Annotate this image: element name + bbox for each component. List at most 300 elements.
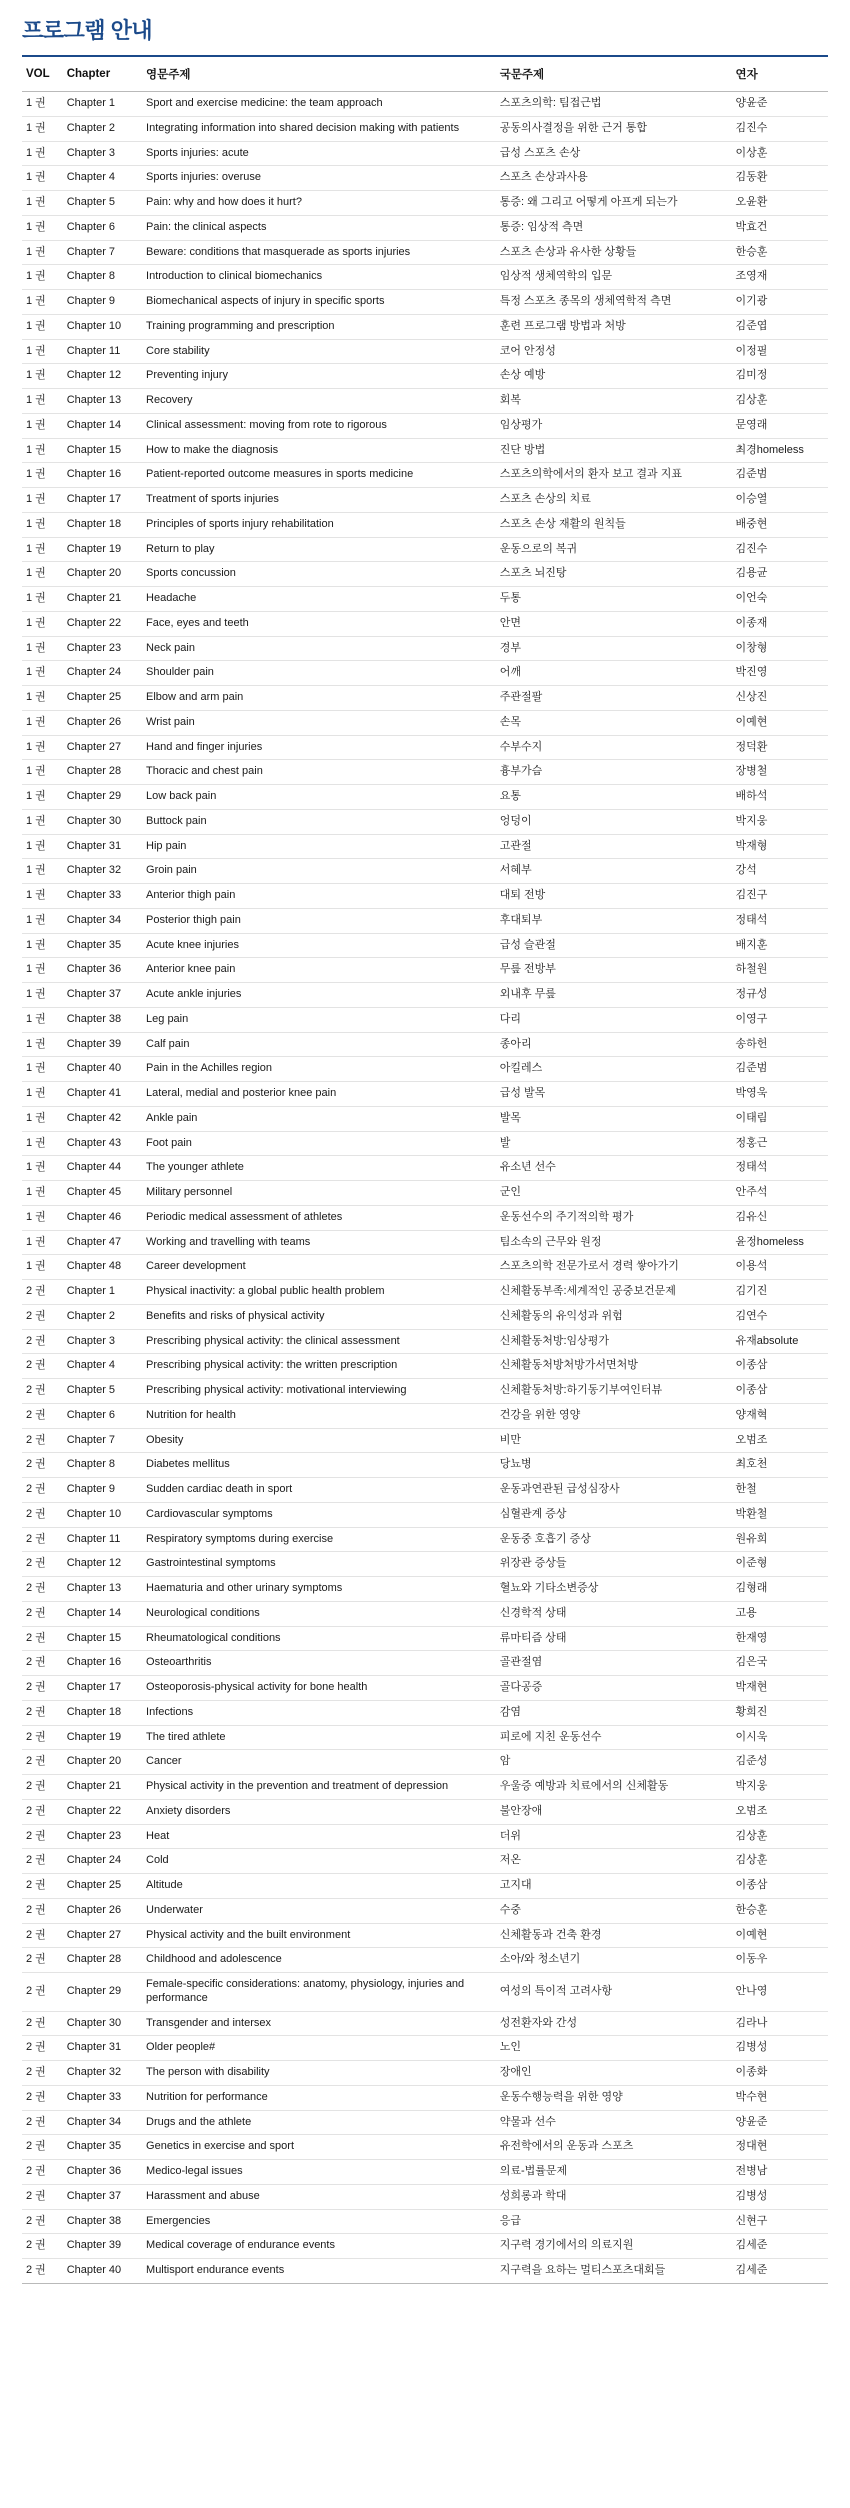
table-row	[22, 1230, 828, 1255]
cell-speaker: 이창형	[732, 636, 828, 661]
cell-vol: 1 권	[22, 512, 63, 537]
cell-korean-topic: 위장관 증상들	[496, 1552, 732, 1577]
cell-english-topic: Posterior thigh pain	[142, 908, 496, 933]
cell-vol: 2 권	[22, 1304, 63, 1329]
cell-speaker: 김준범	[732, 463, 828, 488]
table-row	[22, 1700, 828, 1725]
cell-chapter: Chapter 30	[63, 809, 142, 834]
table-row	[22, 488, 828, 513]
table-row	[22, 1552, 828, 1577]
cell-chapter: Chapter 5	[63, 1379, 142, 1404]
cell-vol: 2 권	[22, 2110, 63, 2135]
cell-chapter: Chapter 31	[63, 834, 142, 859]
cell-speaker: 김기진	[732, 1280, 828, 1305]
cell-chapter: Chapter 28	[63, 760, 142, 785]
cell-vol: 1 권	[22, 636, 63, 661]
cell-speaker: 오윤환	[732, 191, 828, 216]
table-row	[22, 1205, 828, 1230]
cell-chapter: Chapter 45	[63, 1181, 142, 1206]
cell-vol: 1 권	[22, 314, 63, 339]
table-row	[22, 1577, 828, 1602]
table-row	[22, 1304, 828, 1329]
cell-english-topic: Thoracic and chest pain	[142, 760, 496, 785]
table-row	[22, 512, 828, 537]
cell-vol: 2 권	[22, 1527, 63, 1552]
cell-speaker: 김세준	[732, 2259, 828, 2284]
cell-korean-topic: 스포츠의학에서의 환자 보고 결과 지표	[496, 463, 732, 488]
cell-vol: 2 권	[22, 1379, 63, 1404]
cell-english-topic: Multisport endurance events	[142, 2259, 496, 2284]
table-row	[22, 1948, 828, 1973]
table-row	[22, 1403, 828, 1428]
cell-chapter: Chapter 46	[63, 1205, 142, 1230]
cell-english-topic: Low back pain	[142, 785, 496, 810]
cell-speaker: 김준범	[732, 1057, 828, 1082]
cell-english-topic: Preventing injury	[142, 364, 496, 389]
table-row	[22, 1874, 828, 1899]
table-row	[22, 265, 828, 290]
cell-vol: 1 권	[22, 710, 63, 735]
cell-chapter: Chapter 8	[63, 1453, 142, 1478]
cell-korean-topic: 급성 스포츠 손상	[496, 141, 732, 166]
cell-korean-topic: 후대퇴부	[496, 908, 732, 933]
cell-korean-topic: 운동수행능력을 위한 영양	[496, 2085, 732, 2110]
table-row	[22, 1502, 828, 1527]
cell-speaker: 한철	[732, 1478, 828, 1503]
cell-english-topic: Introduction to clinical biomechanics	[142, 265, 496, 290]
table-row	[22, 958, 828, 983]
cell-speaker: 오범조	[732, 1428, 828, 1453]
cell-english-topic: Neck pain	[142, 636, 496, 661]
cell-english-topic: Calf pain	[142, 1032, 496, 1057]
cell-speaker: 김준성	[732, 1750, 828, 1775]
cell-vol: 1 권	[22, 958, 63, 983]
cell-korean-topic: 성희롱과 학대	[496, 2184, 732, 2209]
cell-chapter: Chapter 1	[63, 92, 142, 117]
cell-korean-topic: 신체활동의 유익성과 위험	[496, 1304, 732, 1329]
cell-vol: 2 권	[22, 1280, 63, 1305]
cell-english-topic: Sports concussion	[142, 562, 496, 587]
table-row	[22, 1626, 828, 1651]
cell-english-topic: Respiratory symptoms during exercise	[142, 1527, 496, 1552]
cell-english-topic: Hip pain	[142, 834, 496, 859]
table-row	[22, 686, 828, 711]
cell-chapter: Chapter 17	[63, 488, 142, 513]
cell-vol: 2 권	[22, 1502, 63, 1527]
cell-chapter: Chapter 24	[63, 661, 142, 686]
cell-korean-topic: 두통	[496, 587, 732, 612]
cell-korean-topic: 약물과 선수	[496, 2110, 732, 2135]
cell-speaker: 김상훈	[732, 1849, 828, 1874]
cell-chapter: Chapter 41	[63, 1082, 142, 1107]
cell-english-topic: Acute knee injuries	[142, 933, 496, 958]
cell-korean-topic: 신경학적 상태	[496, 1601, 732, 1626]
cell-korean-topic: 팀소속의 근무와 원정	[496, 1230, 732, 1255]
cell-korean-topic: 운동과연관된 급성심장사	[496, 1478, 732, 1503]
cell-korean-topic: 고관절	[496, 834, 732, 859]
cell-speaker: 박영욱	[732, 1082, 828, 1107]
cell-vol: 2 권	[22, 2184, 63, 2209]
cell-korean-topic: 무릎 전방부	[496, 958, 732, 983]
cell-korean-topic: 소아/와 청소년기	[496, 1948, 732, 1973]
cell-speaker: 최경homeless	[732, 438, 828, 463]
cell-vol: 2 권	[22, 2135, 63, 2160]
cell-speaker: 정대현	[732, 2135, 828, 2160]
cell-vol: 1 권	[22, 265, 63, 290]
cell-korean-topic: 심혈관계 증상	[496, 1502, 732, 1527]
column-header-vol: VOL	[22, 57, 63, 92]
table-row	[22, 141, 828, 166]
cell-speaker: 박수현	[732, 2085, 828, 2110]
cell-vol: 2 권	[22, 1428, 63, 1453]
cell-korean-topic: 스포츠 손상 재활의 원칙들	[496, 512, 732, 537]
cell-vol: 1 권	[22, 141, 63, 166]
cell-chapter: Chapter 19	[63, 1725, 142, 1750]
cell-speaker: 박효건	[732, 215, 828, 240]
cell-speaker: 김세준	[732, 2234, 828, 2259]
page-title: 프로그램 안내	[22, 18, 153, 43]
cell-vol: 1 권	[22, 809, 63, 834]
cell-vol: 2 권	[22, 2085, 63, 2110]
cell-chapter: Chapter 23	[63, 1824, 142, 1849]
cell-english-topic: Physical inactivity: a global public health problem	[142, 1280, 496, 1305]
cell-korean-topic: 특정 스포츠 종목의 생체역학적 측면	[496, 290, 732, 315]
cell-chapter: Chapter 18	[63, 1700, 142, 1725]
table-row	[22, 1379, 828, 1404]
cell-vol: 2 권	[22, 2036, 63, 2061]
cell-korean-topic: 흉부가슴	[496, 760, 732, 785]
table-row	[22, 710, 828, 735]
cell-vol: 2 권	[22, 1898, 63, 1923]
table-body	[22, 92, 828, 2284]
cell-korean-topic: 임상적 생체역학의 입문	[496, 265, 732, 290]
cell-korean-topic: 스포츠 뇌진탕	[496, 562, 732, 587]
cell-english-topic: Medico-legal issues	[142, 2160, 496, 2185]
cell-vol: 1 권	[22, 884, 63, 909]
cell-speaker: 이준형	[732, 1552, 828, 1577]
cell-chapter: Chapter 33	[63, 884, 142, 909]
cell-chapter: Chapter 15	[63, 438, 142, 463]
cell-korean-topic: 서혜부	[496, 859, 732, 884]
table-row	[22, 2011, 828, 2036]
cell-chapter: Chapter 39	[63, 2234, 142, 2259]
cell-chapter: Chapter 42	[63, 1106, 142, 1131]
cell-chapter: Chapter 21	[63, 587, 142, 612]
table-row	[22, 1057, 828, 1082]
cell-chapter: Chapter 27	[63, 735, 142, 760]
cell-english-topic: Biomechanical aspects of injury in specific sports	[142, 290, 496, 315]
table-row	[22, 1601, 828, 1626]
cell-speaker: 김병성	[732, 2184, 828, 2209]
cell-english-topic: Cardiovascular symptoms	[142, 1502, 496, 1527]
cell-english-topic: Genetics in exercise and sport	[142, 2135, 496, 2160]
cell-korean-topic: 당뇨병	[496, 1453, 732, 1478]
cell-chapter: Chapter 14	[63, 1601, 142, 1626]
cell-korean-topic: 외내후 무릎	[496, 983, 732, 1008]
cell-korean-topic: 발목	[496, 1106, 732, 1131]
cell-chapter: Chapter 1	[63, 1280, 142, 1305]
cell-korean-topic: 저온	[496, 1849, 732, 1874]
table-row	[22, 1898, 828, 1923]
cell-korean-topic: 지구력 경기에서의 의료지원	[496, 2234, 732, 2259]
cell-chapter: Chapter 16	[63, 1651, 142, 1676]
cell-korean-topic: 유소년 선수	[496, 1156, 732, 1181]
cell-speaker: 조영재	[732, 265, 828, 290]
cell-english-topic: Recovery	[142, 389, 496, 414]
cell-english-topic: Ankle pain	[142, 1106, 496, 1131]
table-row	[22, 389, 828, 414]
cell-english-topic: Heat	[142, 1824, 496, 1849]
cell-speaker: 김형래	[732, 1577, 828, 1602]
cell-korean-topic: 골관절염	[496, 1651, 732, 1676]
cell-chapter: Chapter 8	[63, 265, 142, 290]
table-row	[22, 884, 828, 909]
table-row	[22, 1007, 828, 1032]
table-row	[22, 611, 828, 636]
cell-korean-topic: 급성 발목	[496, 1082, 732, 1107]
cell-vol: 1 권	[22, 1032, 63, 1057]
cell-speaker: 정규성	[732, 983, 828, 1008]
cell-speaker: 김연수	[732, 1304, 828, 1329]
cell-english-topic: Career development	[142, 1255, 496, 1280]
cell-korean-topic: 스포츠의학 전문가로서 경력 쌓아가기	[496, 1255, 732, 1280]
table-row	[22, 2036, 828, 2061]
cell-vol: 2 권	[22, 1453, 63, 1478]
cell-vol: 1 권	[22, 1255, 63, 1280]
cell-speaker: 이종삼	[732, 1379, 828, 1404]
cell-korean-topic: 다리	[496, 1007, 732, 1032]
cell-korean-topic: 감염	[496, 1700, 732, 1725]
cell-english-topic: Nutrition for performance	[142, 2085, 496, 2110]
cell-korean-topic: 통증: 임상적 측면	[496, 215, 732, 240]
cell-speaker: 안주석	[732, 1181, 828, 1206]
cell-english-topic: Clinical assessment: moving from rote to rigorous	[142, 413, 496, 438]
cell-vol: 1 권	[22, 562, 63, 587]
cell-speaker: 하철원	[732, 958, 828, 983]
table-row	[22, 562, 828, 587]
table-row	[22, 1923, 828, 1948]
cell-speaker: 김병성	[732, 2036, 828, 2061]
cell-vol: 2 권	[22, 2259, 63, 2284]
cell-speaker: 이언숙	[732, 587, 828, 612]
cell-vol: 1 권	[22, 413, 63, 438]
cell-chapter: Chapter 25	[63, 1874, 142, 1899]
cell-english-topic: Military personnel	[142, 1181, 496, 1206]
cell-vol: 1 권	[22, 1057, 63, 1082]
cell-english-topic: Integrating information into shared decision making with patients	[142, 116, 496, 141]
cell-speaker: 전병남	[732, 2160, 828, 2185]
cell-korean-topic: 수중	[496, 1898, 732, 1923]
cell-chapter: Chapter 33	[63, 2085, 142, 2110]
cell-chapter: Chapter 9	[63, 290, 142, 315]
cell-speaker: 박지웅	[732, 1775, 828, 1800]
cell-chapter: Chapter 29	[63, 785, 142, 810]
cell-vol: 1 권	[22, 1156, 63, 1181]
cell-korean-topic: 아킬레스	[496, 1057, 732, 1082]
cell-english-topic: Prescribing physical activity: the clinical assessment	[142, 1329, 496, 1354]
cell-vol: 1 권	[22, 983, 63, 1008]
cell-korean-topic: 운동중 호흡기 증상	[496, 1527, 732, 1552]
cell-english-topic: Obesity	[142, 1428, 496, 1453]
cell-chapter: Chapter 34	[63, 908, 142, 933]
cell-chapter: Chapter 2	[63, 116, 142, 141]
cell-korean-topic: 코어 안정성	[496, 339, 732, 364]
table-row	[22, 636, 828, 661]
cell-speaker: 양윤준	[732, 2110, 828, 2135]
cell-english-topic: Leg pain	[142, 1007, 496, 1032]
cell-chapter: Chapter 44	[63, 1156, 142, 1181]
cell-chapter: Chapter 23	[63, 636, 142, 661]
table-row	[22, 933, 828, 958]
cell-vol: 1 권	[22, 587, 63, 612]
cell-korean-topic: 요통	[496, 785, 732, 810]
cell-speaker: 송하헌	[732, 1032, 828, 1057]
cell-vol: 2 권	[22, 1948, 63, 1973]
cell-english-topic: Groin pain	[142, 859, 496, 884]
cell-speaker: 황희진	[732, 1700, 828, 1725]
cell-korean-topic: 유전학에서의 운동과 스포츠	[496, 2135, 732, 2160]
cell-korean-topic: 공동의사결정을 위한 근거 통합	[496, 116, 732, 141]
cell-english-topic: Harassment and abuse	[142, 2184, 496, 2209]
cell-chapter: Chapter 36	[63, 958, 142, 983]
cell-vol: 1 권	[22, 1131, 63, 1156]
cell-korean-topic: 엉덩이	[496, 809, 732, 834]
table-row	[22, 1973, 828, 2012]
cell-vol: 1 권	[22, 339, 63, 364]
cell-chapter: Chapter 37	[63, 983, 142, 1008]
cell-korean-topic: 암	[496, 1750, 732, 1775]
cell-speaker: 신상진	[732, 686, 828, 711]
table-row	[22, 1824, 828, 1849]
cell-vol: 1 권	[22, 1007, 63, 1032]
cell-speaker: 고용	[732, 1601, 828, 1626]
cell-speaker: 이정필	[732, 339, 828, 364]
cell-english-topic: Acute ankle injuries	[142, 983, 496, 1008]
cell-speaker: 윤정homeless	[732, 1230, 828, 1255]
cell-speaker: 배중현	[732, 512, 828, 537]
table-row	[22, 834, 828, 859]
cell-english-topic: Prescribing physical activity: motivational interviewing	[142, 1379, 496, 1404]
cell-english-topic: Underwater	[142, 1898, 496, 1923]
cell-korean-topic: 경부	[496, 636, 732, 661]
cell-vol: 1 권	[22, 611, 63, 636]
cell-english-topic: Female-specific considerations: anatomy, physiology, injuries and performance	[142, 1973, 496, 2012]
cell-english-topic: Shoulder pain	[142, 661, 496, 686]
cell-speaker: 문영래	[732, 413, 828, 438]
cell-korean-topic: 불안장애	[496, 1799, 732, 1824]
cell-chapter: Chapter 29	[63, 1973, 142, 2012]
cell-korean-topic: 혈뇨와 기타소변증상	[496, 1577, 732, 1602]
table-row	[22, 1849, 828, 1874]
cell-korean-topic: 발	[496, 1131, 732, 1156]
cell-english-topic: Sudden cardiac death in sport	[142, 1478, 496, 1503]
cell-vol: 2 권	[22, 1601, 63, 1626]
column-header-english-topic: 영문주제	[142, 57, 496, 92]
column-header-speaker: 연자	[732, 57, 828, 92]
cell-english-topic: Childhood and adolescence	[142, 1948, 496, 1973]
cell-chapter: Chapter 32	[63, 859, 142, 884]
table-row	[22, 413, 828, 438]
table-row	[22, 735, 828, 760]
cell-speaker: 김상훈	[732, 389, 828, 414]
cell-speaker: 정태석	[732, 1156, 828, 1181]
cell-speaker: 이기광	[732, 290, 828, 315]
table-row	[22, 1478, 828, 1503]
cell-vol: 2 권	[22, 1676, 63, 1701]
cell-english-topic: Osteoarthritis	[142, 1651, 496, 1676]
cell-speaker: 박환철	[732, 1502, 828, 1527]
table-header-row	[22, 57, 828, 92]
cell-english-topic: Neurological conditions	[142, 1601, 496, 1626]
table-row	[22, 339, 828, 364]
table-row	[22, 463, 828, 488]
cell-vol: 1 권	[22, 290, 63, 315]
cell-chapter: Chapter 21	[63, 1775, 142, 1800]
cell-speaker: 박지웅	[732, 809, 828, 834]
cell-vol: 1 권	[22, 438, 63, 463]
cell-speaker: 정태석	[732, 908, 828, 933]
cell-korean-topic: 노인	[496, 2036, 732, 2061]
cell-chapter: Chapter 3	[63, 141, 142, 166]
cell-korean-topic: 어깨	[496, 661, 732, 686]
cell-chapter: Chapter 36	[63, 2160, 142, 2185]
cell-english-topic: Working and travelling with teams	[142, 1230, 496, 1255]
cell-vol: 2 권	[22, 1849, 63, 1874]
cell-english-topic: Sports injuries: acute	[142, 141, 496, 166]
cell-speaker: 한승훈	[732, 240, 828, 265]
cell-chapter: Chapter 22	[63, 1799, 142, 1824]
cell-vol: 1 권	[22, 191, 63, 216]
cell-korean-topic: 스포츠 손상과사용	[496, 166, 732, 191]
cell-korean-topic: 우울증 예방과 치료에서의 신체활동	[496, 1775, 732, 1800]
cell-korean-topic: 주관절팔	[496, 686, 732, 711]
cell-korean-topic: 스포츠 손상과 유사한 상황들	[496, 240, 732, 265]
table-row	[22, 537, 828, 562]
cell-speaker: 이예현	[732, 1923, 828, 1948]
table-row	[22, 364, 828, 389]
cell-english-topic: Principles of sports injury rehabilitation	[142, 512, 496, 537]
cell-korean-topic: 손상 예방	[496, 364, 732, 389]
cell-vol: 1 권	[22, 166, 63, 191]
table-row	[22, 1156, 828, 1181]
cell-korean-topic: 더위	[496, 1824, 732, 1849]
cell-english-topic: Core stability	[142, 339, 496, 364]
table-row	[22, 1131, 828, 1156]
cell-speaker: 한재영	[732, 1626, 828, 1651]
cell-korean-topic: 군인	[496, 1181, 732, 1206]
cell-chapter: Chapter 17	[63, 1676, 142, 1701]
cell-korean-topic: 피로에 지친 운동선수	[496, 1725, 732, 1750]
column-header-chapter: Chapter	[63, 57, 142, 92]
cell-chapter: Chapter 13	[63, 1577, 142, 1602]
cell-korean-topic: 응급	[496, 2209, 732, 2234]
cell-english-topic: Wrist pain	[142, 710, 496, 735]
cell-english-topic: Treatment of sports injuries	[142, 488, 496, 513]
program-table	[22, 57, 828, 2284]
cell-speaker: 양재혁	[732, 1403, 828, 1428]
cell-korean-topic: 신체활동처방처방가서면처방	[496, 1354, 732, 1379]
cell-chapter: Chapter 31	[63, 2036, 142, 2061]
cell-chapter: Chapter 20	[63, 562, 142, 587]
table-row	[22, 785, 828, 810]
cell-english-topic: Pain in the Achilles region	[142, 1057, 496, 1082]
cell-vol: 1 권	[22, 1106, 63, 1131]
cell-speaker: 장병철	[732, 760, 828, 785]
cell-chapter: Chapter 5	[63, 191, 142, 216]
cell-english-topic: Anxiety disorders	[142, 1799, 496, 1824]
cell-speaker: 김미정	[732, 364, 828, 389]
cell-vol: 1 권	[22, 1230, 63, 1255]
